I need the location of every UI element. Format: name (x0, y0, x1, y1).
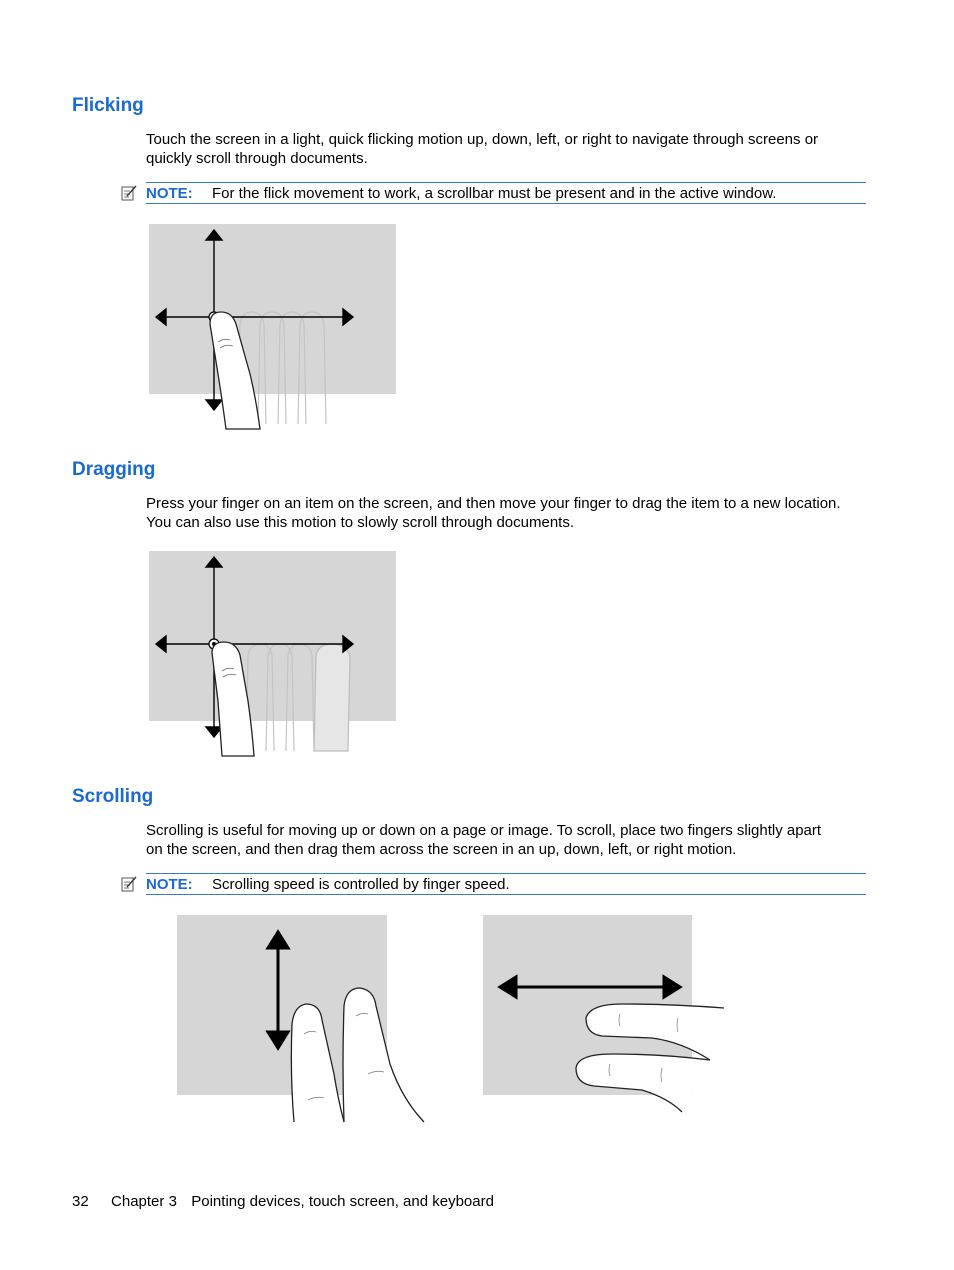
flicking-line-2: quickly scroll through documents. (146, 150, 368, 167)
horizontal-scroll-illustration (482, 914, 726, 1116)
note-label: NOTE: (146, 876, 193, 893)
note-text: For the flick movement to work, a scrollbar must be present and in the active window. (212, 185, 777, 202)
section-heading-scrolling: Scrolling (72, 786, 154, 807)
dragging-line-2: You can also use this motion to slowly scroll through documents. (146, 514, 575, 531)
flicking-line-1: Touch the screen in a light, quick flicking motion up, down, left, or right to navigate through screens or (146, 131, 819, 148)
flick-gesture-illustration (148, 224, 398, 430)
note-label: NOTE: (146, 185, 193, 202)
scrolling-line-1: Scrolling is useful for moving up or down on a page or image. To scroll, place two fingers slightly apart (146, 822, 822, 839)
dragging-paragraph (146, 494, 870, 532)
page-footer (72, 1193, 494, 1210)
vertical-scroll-illustration (176, 914, 428, 1124)
section-heading-flicking: Flicking (72, 95, 144, 116)
chapter-title: Pointing devices, touch screen, and keyboard (191, 1193, 494, 1210)
chapter-label: Chapter 3 (111, 1193, 177, 1210)
flicking-note (146, 182, 866, 204)
section-heading-dragging: Dragging (72, 459, 156, 480)
scrolling-note (146, 873, 866, 895)
dragging-line-1: Press your finger on an item on the screen, and then move your finger to drag the item to a new location. (146, 495, 841, 512)
scrolling-line-2: on the screen, and then drag them across the screen in an up, down, left, or right motion. (146, 841, 737, 858)
drag-gesture-illustration (148, 551, 398, 757)
page-number: 32 (72, 1193, 89, 1210)
scrolling-paragraph (146, 821, 870, 859)
note-text: Scrolling speed is controlled by finger speed. (212, 876, 510, 893)
flicking-paragraph (146, 130, 870, 168)
note-pencil-icon (120, 184, 138, 202)
note-pencil-icon (120, 875, 138, 893)
